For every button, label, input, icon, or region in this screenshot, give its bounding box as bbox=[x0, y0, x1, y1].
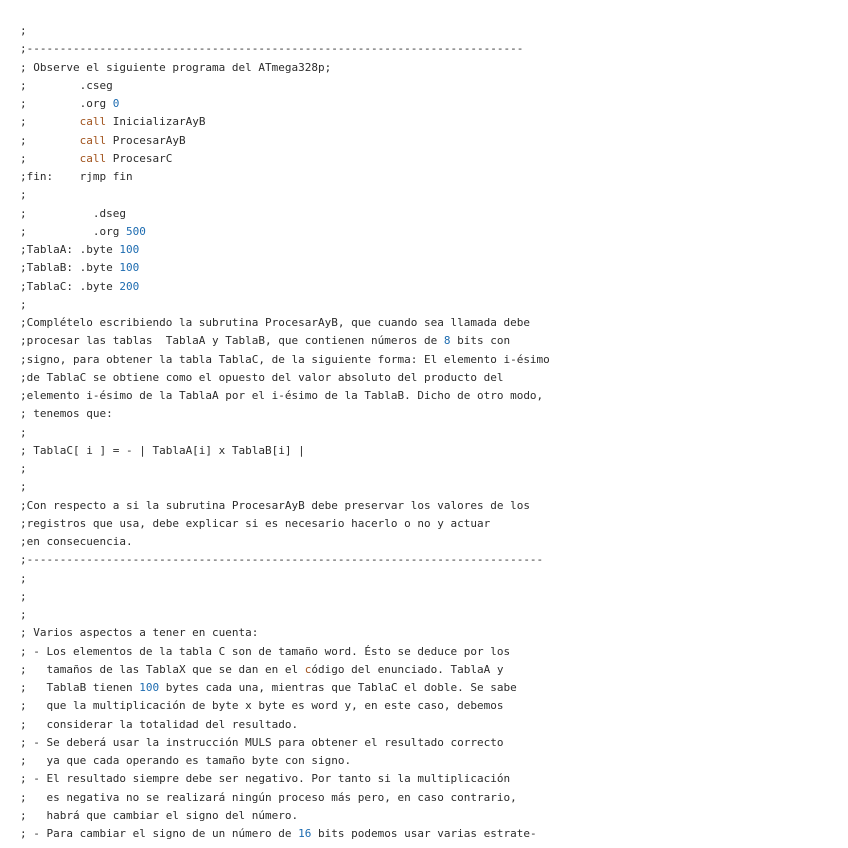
code-line bbox=[20, 77, 848, 95]
text-token: ; bbox=[20, 425, 27, 439]
code-line bbox=[20, 59, 848, 77]
code-line bbox=[20, 150, 848, 168]
code-line bbox=[20, 515, 848, 533]
code-line bbox=[20, 533, 848, 551]
code-line bbox=[20, 460, 848, 478]
text-token: ;TablaA: .byte bbox=[20, 243, 120, 256]
number-token: 100 bbox=[139, 681, 160, 694]
code-line bbox=[20, 497, 848, 515]
code-line bbox=[20, 132, 848, 150]
text-token: ; .cseg bbox=[20, 78, 113, 92]
text-token: ; TablaC[ i ] = - | TablaA[i] x TablaB[i] | bbox=[20, 443, 305, 457]
code-line bbox=[20, 387, 848, 405]
code-line bbox=[20, 661, 848, 679]
text-token: ;elemento i-ésimo de la TablaA por el i-ésimo de la TablaB. Dicho de otro modo, bbox=[20, 389, 544, 402]
text-token: ;en consecuencia. bbox=[20, 535, 133, 548]
code-line bbox=[20, 22, 848, 40]
text-token: ; .dseg bbox=[20, 206, 126, 220]
code-line bbox=[20, 770, 848, 788]
code-line bbox=[20, 570, 848, 588]
text-token: ; que la multiplicación de byte x byte es word y, en este caso, debemos bbox=[20, 699, 504, 713]
code-line bbox=[20, 113, 848, 131]
text-token: ; ya que cada operando es tamaño byte con signo. bbox=[20, 754, 352, 767]
text-token: ;Con respecto a si la subrutina ProcesarAyB debe preservar los valores de los bbox=[20, 498, 530, 512]
text-token: ; Varios aspectos a tener en cuenta: bbox=[20, 626, 259, 640]
code-line bbox=[20, 789, 848, 807]
code-line bbox=[20, 314, 848, 332]
code-line bbox=[20, 606, 848, 624]
text-token: ; habrá que cambiar el signo del número. bbox=[20, 808, 299, 822]
code-line bbox=[20, 734, 848, 752]
code-line bbox=[20, 95, 848, 113]
code-line bbox=[20, 716, 848, 734]
code-line bbox=[20, 752, 848, 770]
text-token: bytes cada una, mientras que TablaC el doble. Se sabe bbox=[159, 681, 517, 694]
number-token: 100 bbox=[119, 261, 140, 275]
code-line bbox=[20, 168, 848, 186]
text-token: ; tamaños de las TablaX que se dan en el bbox=[20, 662, 305, 676]
text-token: ; - Se deberá usar la instrucción MULS para obtener el resultado correcto bbox=[20, 735, 504, 749]
code-line bbox=[20, 332, 848, 350]
text-token: ; bbox=[20, 571, 27, 585]
number-token: 100 bbox=[119, 243, 140, 256]
text-token: ; tenemos que: bbox=[20, 407, 113, 421]
code-line bbox=[20, 259, 848, 277]
keyword-token: call bbox=[79, 115, 107, 129]
text-token: InicializarAyB bbox=[106, 115, 206, 129]
text-token: ; .org bbox=[20, 97, 113, 110]
number-token: 0 bbox=[112, 97, 120, 110]
code-line bbox=[20, 825, 848, 843]
code-line bbox=[20, 624, 848, 642]
text-token: ; .org bbox=[20, 224, 126, 238]
number-token: 500 bbox=[125, 224, 146, 238]
text-token: ;signo, para obtener la tabla TablaC, de la siguiente forma: El elemento i-ésimo bbox=[20, 352, 550, 366]
text-token: ; - Para cambiar el signo de un número de bbox=[20, 827, 299, 840]
code-line bbox=[20, 424, 848, 442]
text-token: ; bbox=[20, 188, 27, 202]
text-token: ProcesarC bbox=[106, 151, 173, 165]
code-line bbox=[20, 186, 848, 204]
text-token: ;TablaB: .byte bbox=[20, 261, 120, 275]
text-token: ; bbox=[20, 133, 80, 147]
text-token: ; considerar la totalidad del resultado. bbox=[20, 717, 299, 731]
text-token: ;------------------------------------------------------------------------------ bbox=[20, 553, 544, 567]
code-line bbox=[20, 643, 848, 661]
code-line bbox=[20, 241, 848, 259]
text-token: ; bbox=[20, 589, 27, 603]
text-token: ;TablaC: .byte bbox=[20, 279, 120, 293]
text-token: ; bbox=[20, 608, 27, 621]
text-token: ; - Los elementos de la tabla C son de tamaño word. Ésto se deduce por los bbox=[20, 644, 511, 658]
text-token: ; TablaB tienen bbox=[20, 681, 140, 694]
text-token: ; bbox=[20, 480, 27, 494]
text-token: ; - El resultado siempre debe ser negativo. Por tanto si la multiplicación bbox=[20, 772, 511, 786]
number-token: 8 bbox=[443, 334, 451, 348]
code-line bbox=[20, 351, 848, 369]
text-token: ;de TablaC se obtiene como el opuesto del valor absoluto del producto del bbox=[20, 370, 504, 384]
text-token: ;procesar las tablas TablaA y TablaB, que contienen números de bbox=[20, 334, 444, 348]
code-line bbox=[20, 679, 848, 697]
code-line bbox=[20, 442, 848, 460]
code-line bbox=[20, 551, 848, 569]
text-token: ;--------------------------------------------------------------------------- bbox=[20, 42, 524, 56]
text-token: bits con bbox=[450, 334, 511, 348]
code-line bbox=[20, 807, 848, 825]
text-token: ódigo del enunciado. TablaA y bbox=[311, 662, 504, 676]
code-line bbox=[20, 296, 848, 314]
code-line bbox=[20, 405, 848, 423]
text-token: ; bbox=[20, 151, 80, 165]
number-token: 16 bbox=[298, 827, 312, 840]
text-token: ProcesarAyB bbox=[106, 133, 186, 147]
text-token: ; bbox=[20, 462, 27, 475]
text-token: ; bbox=[20, 115, 80, 129]
text-token: ; bbox=[20, 297, 27, 311]
text-token: bits podemos usar varias estrate- bbox=[311, 827, 537, 840]
code-line bbox=[20, 40, 848, 58]
code-editor[interactable] bbox=[20, 22, 848, 843]
keyword-token: call bbox=[79, 133, 107, 147]
text-token: ;fin: rjmp fin bbox=[20, 170, 133, 183]
text-token: ; es negativa no se realizará ningún proceso más pero, en caso contrario, bbox=[20, 790, 517, 804]
text-token: ; Observe el siguiente programa del ATmega328p; bbox=[20, 60, 332, 74]
code-line bbox=[20, 478, 848, 496]
code-line bbox=[20, 369, 848, 387]
text-token: ;registros que usa, debe explicar si es necesario hacerlo o no y actuar bbox=[20, 516, 491, 530]
code-line bbox=[20, 278, 848, 296]
keyword-token: c bbox=[304, 662, 312, 676]
code-line bbox=[20, 223, 848, 241]
text-token: ; bbox=[20, 24, 27, 37]
keyword-token: call bbox=[79, 151, 107, 165]
code-line bbox=[20, 697, 848, 715]
code-line bbox=[20, 588, 848, 606]
text-token: ;Complételo escribiendo la subrutina ProcesarAyB, que cuando sea llamada debe bbox=[20, 316, 530, 329]
code-line bbox=[20, 205, 848, 223]
number-token: 200 bbox=[119, 279, 140, 293]
